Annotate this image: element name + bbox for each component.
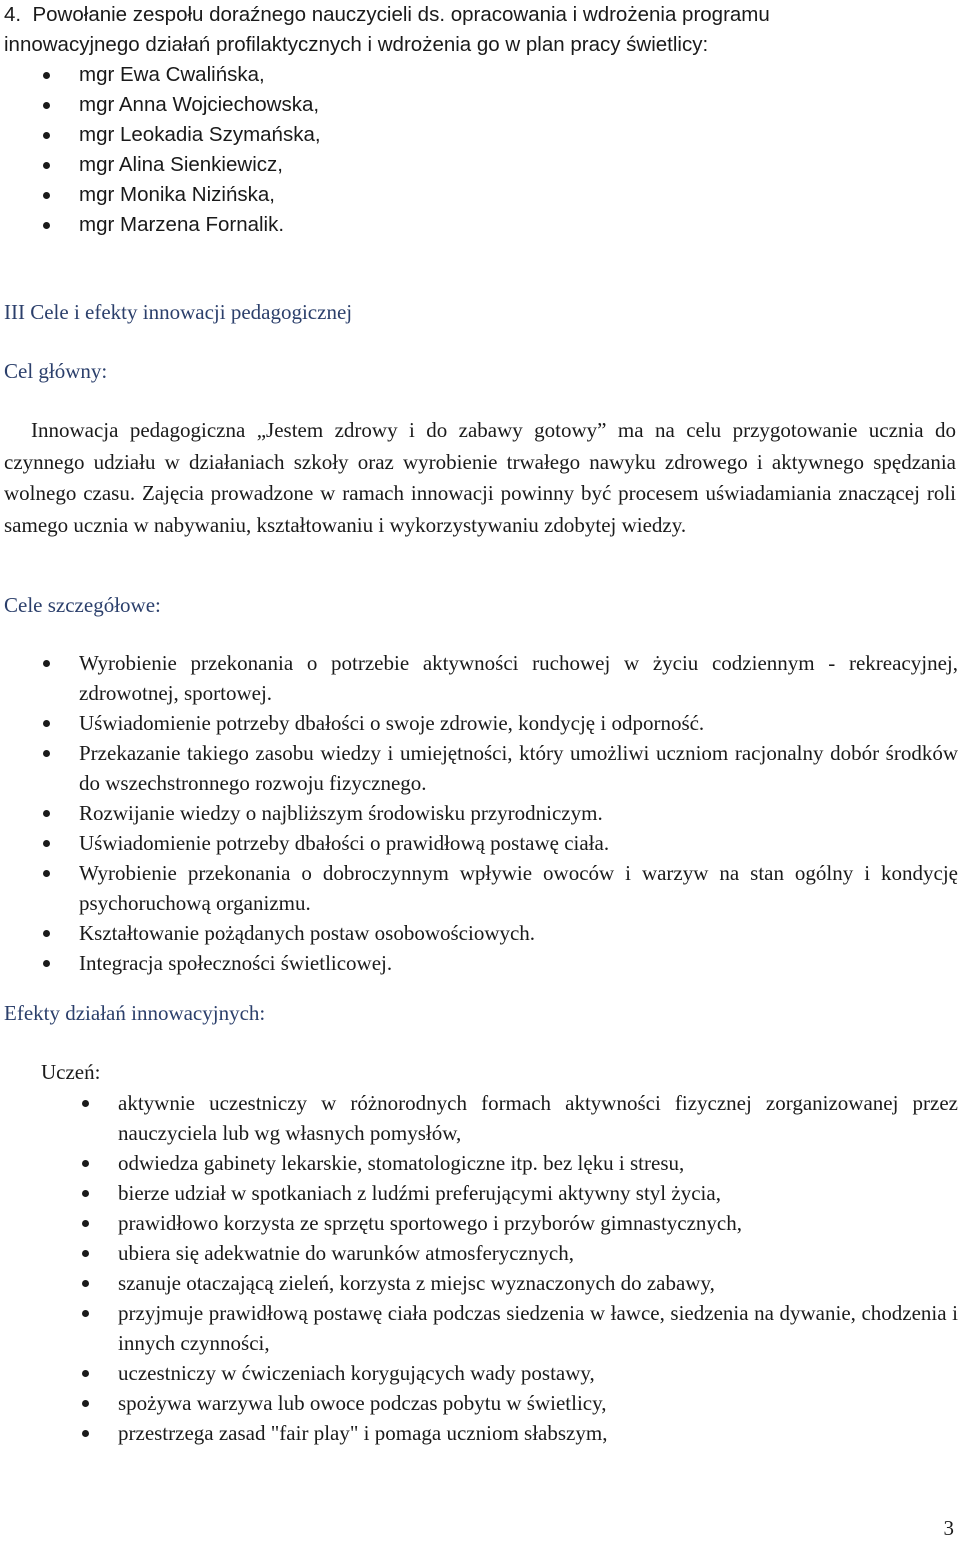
list-item: Przekazanie takiego zasobu wiedzy i umiejętności, który umożliwi uczniom racjonalny dobór środków do wszechstronnego rozwoju fizycznego. (0, 738, 958, 798)
item-4 (4, 0, 954, 60)
list-item: uczestniczy w ćwiczeniach korygujących wady postawy, (0, 1358, 958, 1388)
effects-heading: Efekty działań innowacyjnych: (4, 1001, 266, 1025)
item-4-line-1: 4. Powołanie zespołu doraźnego nauczycieli ds. opracowania i wdrożenia programu (4, 3, 770, 26)
list-item: bierze udział w spotkaniach z ludźmi preferującymi aktywny styl życia, (0, 1178, 958, 1208)
list-item: ubiera się adekwatnie do warunków atmosferycznych, (0, 1238, 958, 1268)
list-item: mgr Marzena Fornalik. (0, 210, 900, 240)
list-item: Wyrobienie przekonania o potrzebie aktywności ruchowej w życiu codziennym - rekreacyjnej, zdrowotnej, sportowej. (0, 648, 958, 708)
section-title: III Cele i efekty innowacji pedagogicznej (4, 300, 353, 324)
main-goal-paragraph (4, 415, 956, 541)
list-item: przyjmuje prawidłową postawę ciała podczas siedzenia w ławce, siedzenia na dywanie, chodzenia i innych czynności, (0, 1298, 958, 1358)
list-item: Uświadomienie potrzeby dbałości o swoje zdrowie, kondycję i odporność. (0, 708, 958, 738)
list-item: Rozwijanie wiedzy o najbliższym środowisku przyrodniczym. (0, 798, 958, 828)
detailed-goals-list (0, 648, 958, 978)
list-item: przestrzega zasad "fair play" i pomaga uczniom słabszym, (0, 1418, 958, 1448)
detailed-goals-heading: Cele szczegółowe: (4, 593, 161, 617)
list-item: Integracja społeczności świetlicowej. (0, 948, 958, 978)
list-item: mgr Leokadia Szymańska, (0, 120, 900, 150)
list-item: mgr Alina Sienkiewicz, (0, 150, 900, 180)
item-4-line-2: innowacyjnego działań profilaktycznych i wdrożenia go w plan pracy świetlicy: (4, 33, 709, 56)
team-members-list (0, 60, 900, 240)
main-goal-heading: Cel główny: (4, 359, 108, 383)
list-item: Kształtowanie pożądanych postaw osobowościowych. (0, 918, 958, 948)
list-item: szanuje otaczającą zieleń, korzysta z miejsc wyznaczonych do zabawy, (0, 1268, 958, 1298)
list-item: prawidłowo korzysta ze sprzętu sportowego i przyborów gimnastycznych, (0, 1208, 958, 1238)
list-item: mgr Anna Wojciechowska, (0, 90, 900, 120)
main-goal-text: Innowacja pedagogiczna „Jestem zdrowy i do zabawy gotowy” ma na celu przygotowanie ucznia do czynnego udziału w działaniach szkoły oraz wyrobienie trwałego nawyku zdrowego i aktywnego spędzania wolnego czasu. Zajęcia prowadzone w ramach innowacji powinny być procesem uświadamiania znaczącej roli samego ucznia w nabywaniu, kształtowaniu i wykorzystywaniu zdobytej wiedzy. (4, 418, 956, 537)
list-item: Uświadomienie potrzeby dbałości o prawidłową postawę ciała. (0, 828, 958, 858)
list-item: mgr Ewa Cwalińska, (0, 60, 900, 90)
list-item: Wyrobienie przekonania o dobroczynnym wpływie owoców i warzyw na stan ogólny i kondycję psychoruchową organizmu. (0, 858, 958, 918)
effects-list (0, 1088, 958, 1448)
list-item: odwiedza gabinety lekarskie, stomatologiczne itp. bez lęku i stresu, (0, 1148, 958, 1178)
list-item: spożywa warzywa lub owoce podczas pobytu w świetlicy, (0, 1388, 958, 1418)
list-item: aktywnie uczestniczy w różnorodnych formach aktywności fizycznej zorganizowanej przez nauczyciela lub wg własnych pomysłów, (0, 1088, 958, 1148)
list-item: mgr Monika Nizińska, (0, 180, 900, 210)
student-label: Uczeń: (41, 1060, 101, 1084)
page-number: 3 (943, 1516, 954, 1540)
